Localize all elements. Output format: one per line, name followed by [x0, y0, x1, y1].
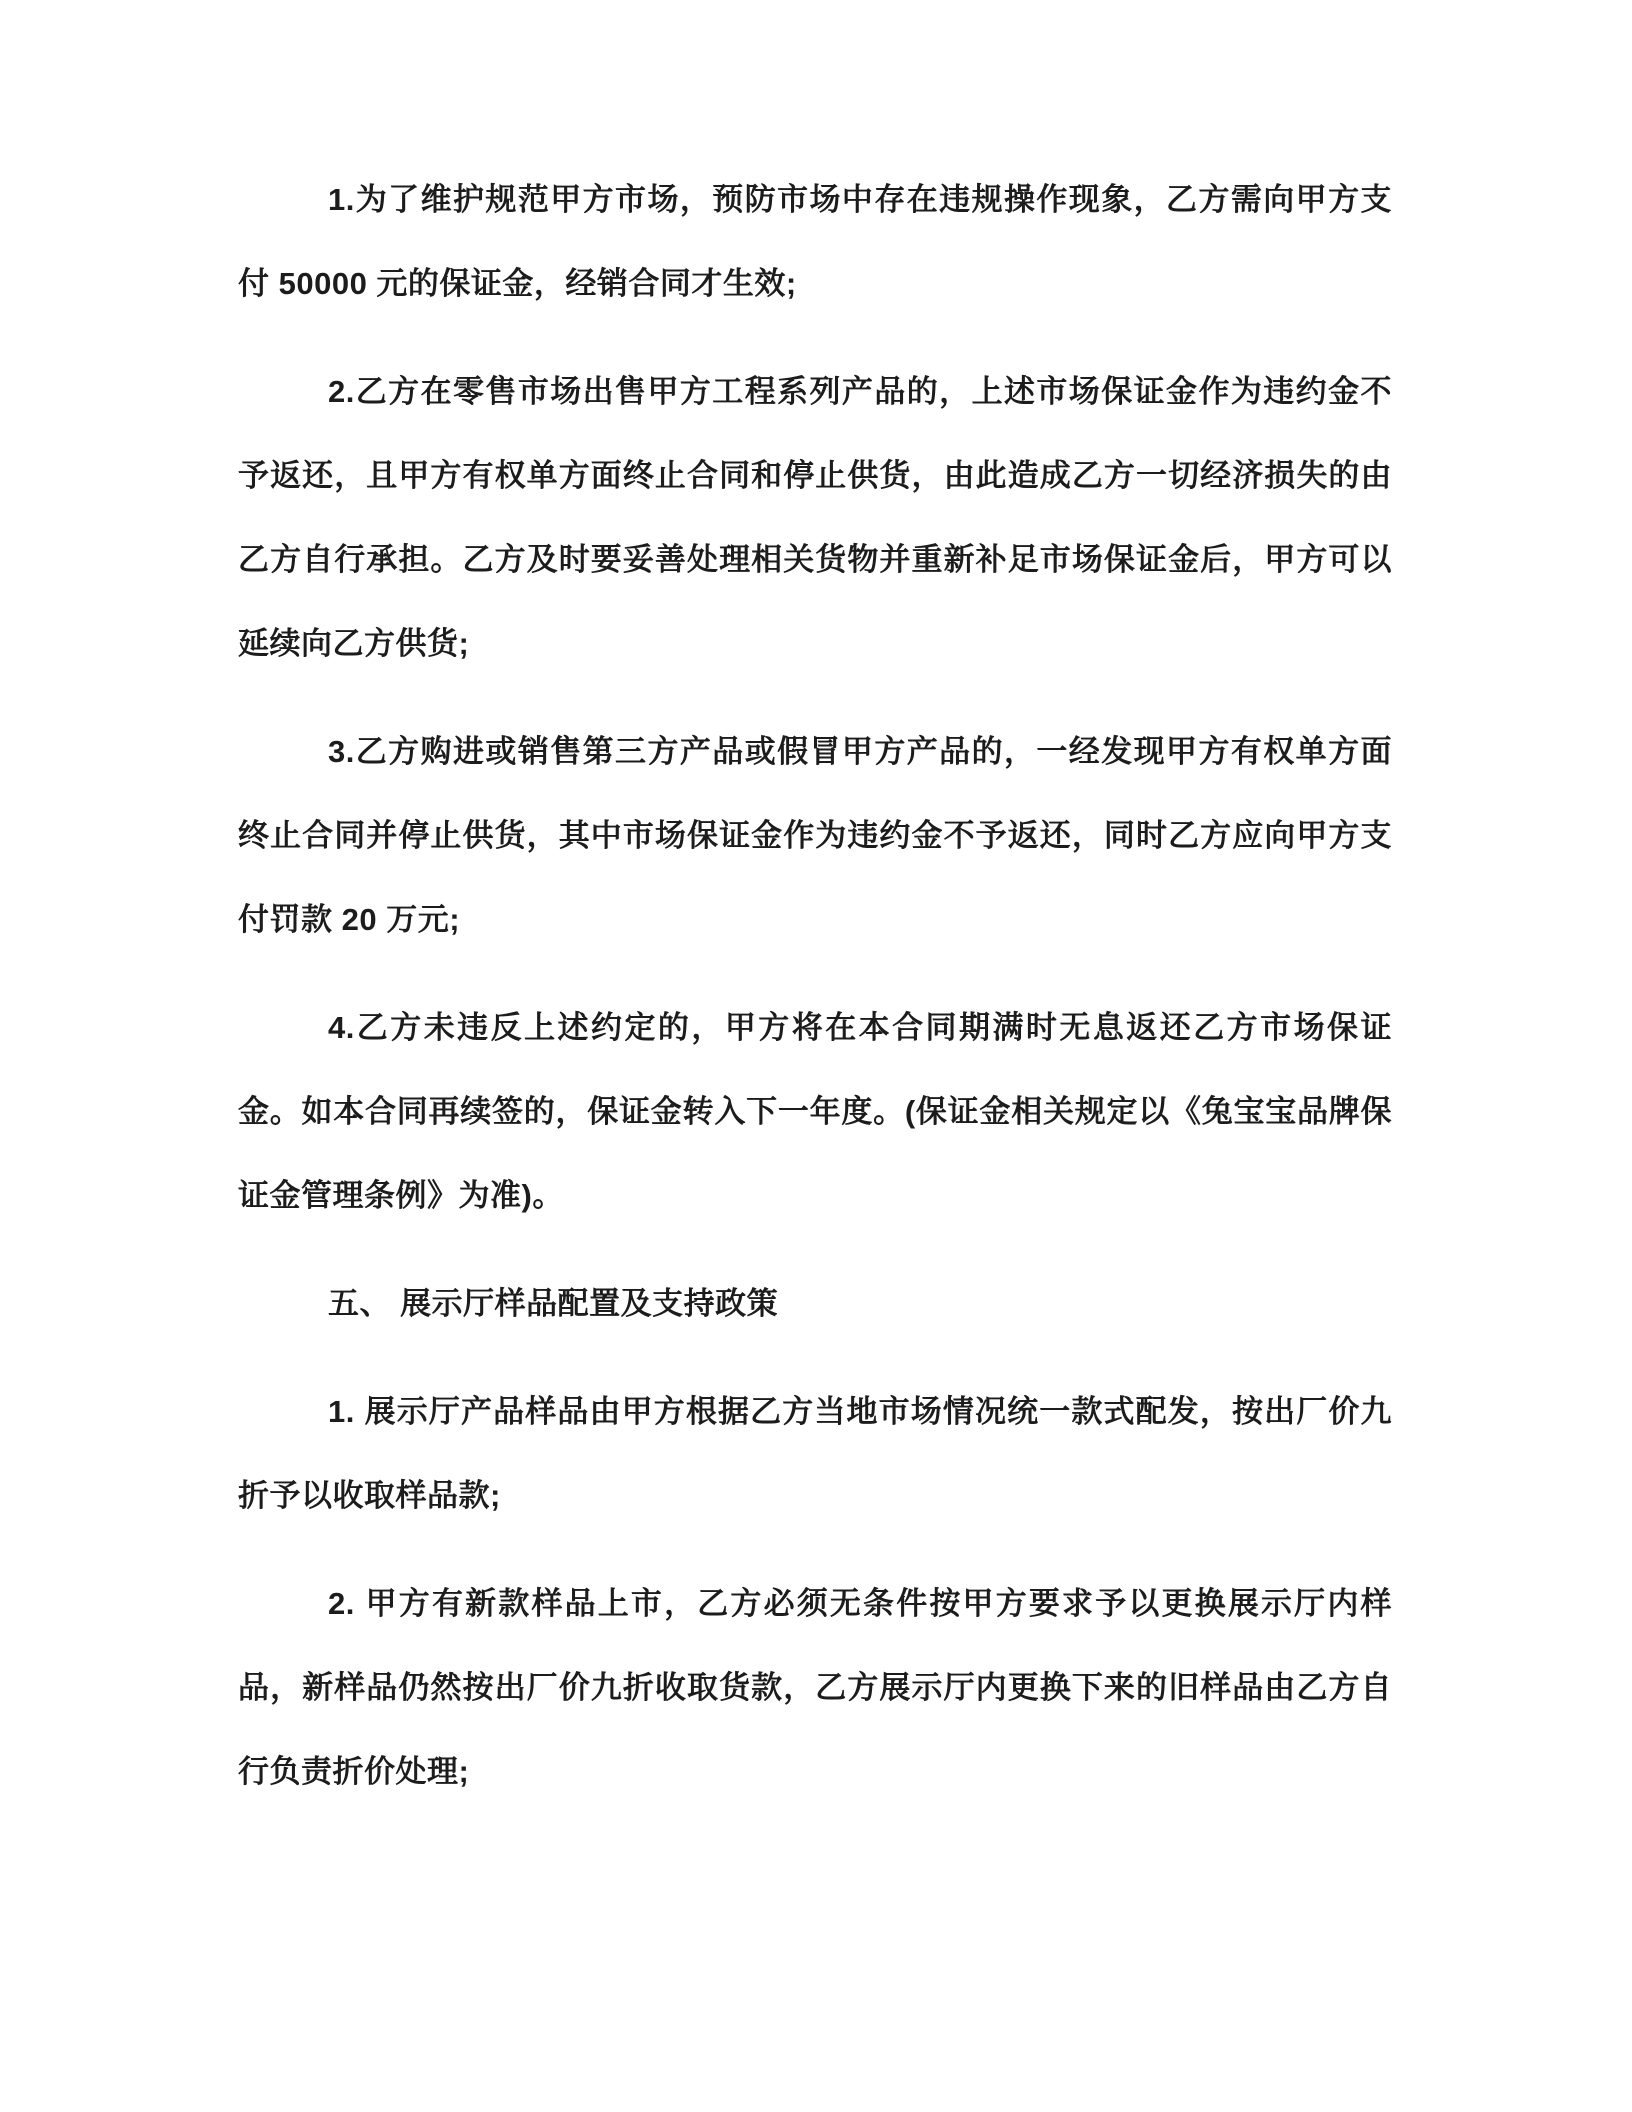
- contract-clause-deposit-1: 1.为了维护规范甲方市场，预防市场中存在违规操作现象，乙方需向甲方支付 50000 元的保证金，经销合同才生效;: [238, 182, 1392, 301]
- contract-clause-deposit-3: 3.乙方购进或销售第三方产品或假冒甲方产品的，一经发现甲方有权单方面终止合同并停止供货，其中市场保证金作为违约金不予返还，同时乙方应向甲方支付罚款 20 万元;: [238, 734, 1392, 937]
- contract-body: [238, 158, 1392, 1838]
- contract-clause-showroom-2: 2. 甲方有新款样品上市，乙方必须无条件按甲方要求予以更换展示厅内样品，新样品仍然按出厂价九折收取货款，乙方展示厅内更换下来的旧样品由乙方自行负责折价处理;: [238, 1586, 1392, 1789]
- contract-clause-deposit-4: 4.乙方未违反上述约定的，甲方将在本合同期满时无息返还乙方市场保证金。如本合同再续签的，保证金转入下一年度。(保证金相关规定以《兔宝宝品牌保证金管理条例》为准)。: [238, 1010, 1392, 1213]
- contract-clause-deposit-2: 2.乙方在零售市场出售甲方工程系列产品的，上述市场保证金作为违约金不予返还，且甲方有权单方面终止合同和停止供货，由此造成乙方一切经济损失的由乙方自行承担。乙方及时要妥善处理相关货物并重新补足市场保证金后，甲方可以延续向乙方供货;: [238, 374, 1392, 661]
- section-heading-showroom-policy: 五、 展示厅样品配置及支持政策: [328, 1286, 779, 1321]
- contract-clause-showroom-1: 1. 展示厅产品样品由甲方根据乙方当地市场情况统一款式配发，按出厂价九折予以收取样品款;: [238, 1394, 1392, 1513]
